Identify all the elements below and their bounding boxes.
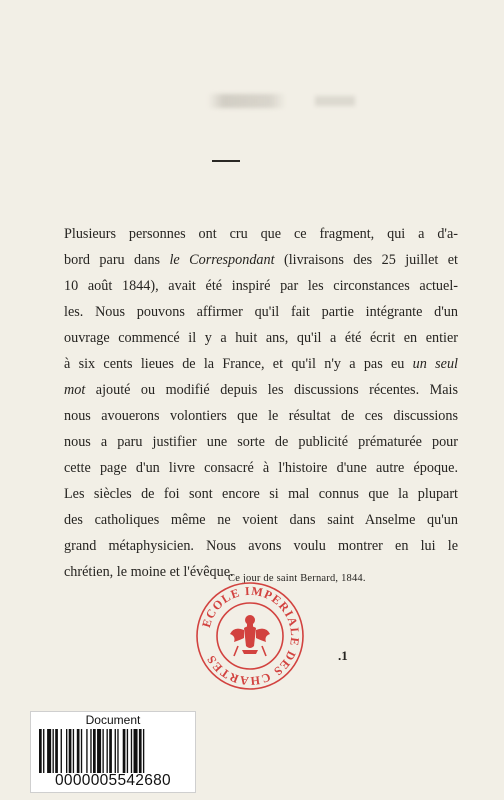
paragraph-line: nous a paru justifier une sorte de publicité prématurée pour	[64, 434, 458, 450]
eagle-emblem	[230, 615, 270, 656]
emphasis-text: mot	[64, 382, 86, 398]
library-barcode-label	[30, 711, 196, 793]
paragraph-line: cette page d'un livre consacré à l'histoire d'une autre époque.	[64, 460, 458, 476]
paragraph-line: les. Nous pouvons affirmer qu'il fait partie intégrante d'un	[64, 304, 458, 320]
barcode-bar	[66, 729, 67, 773]
barcode-bar	[134, 729, 138, 773]
bleed-through-text	[208, 94, 286, 108]
barcode-bar	[117, 729, 118, 773]
emphasis-text: un seul	[412, 356, 458, 372]
paragraph-line: bord paru dans le Correspondant (livraisons des 25 juillet et	[64, 252, 458, 268]
barcode-bar	[73, 729, 74, 773]
library-stamp	[194, 580, 306, 692]
preface-paragraph	[64, 221, 458, 585]
paragraph-line: grand métaphysicien. Nous avons voulu montrer en lui le	[64, 538, 458, 554]
barcode-bar	[39, 729, 42, 773]
paragraph-line: 10 août 1844), avait été inspiré par les circonstances actuel-	[64, 278, 458, 294]
barcode-bar	[93, 729, 96, 773]
barcode-bar	[53, 729, 54, 773]
paragraph-line: mot ajouté ou modifié depuis les discussions récentes. Mais	[64, 382, 458, 398]
paragraph-line: Les siècles de foi sont encore si mal connus que la plupart	[64, 486, 458, 502]
barcode-bar	[90, 729, 91, 773]
paragraph-line: Plusieurs personnes ont cru que ce fragment, qui a d'a-	[64, 226, 458, 242]
section-rule	[212, 160, 240, 162]
paragraph-line: à six cents lieues de la France, et qu'il n'y a pas eu un seul	[64, 356, 458, 372]
barcode-bar	[127, 729, 128, 773]
page-number: .1	[338, 648, 348, 663]
svg-text:ECOLE IMPERIALE DES CHARTES: ECOLE IMPERIALE DES CHARTES	[198, 583, 303, 689]
barcode-bar	[123, 729, 126, 773]
paragraph-line: des catholiques même ne voient dans saint Anselme qu'un	[64, 512, 458, 528]
barcode-bar	[115, 729, 116, 773]
date-line: Ce jour de saint Bernard, 1844.	[228, 573, 366, 584]
barcode-bar	[61, 729, 62, 773]
barcode-bar	[131, 729, 132, 773]
barcode-bar	[109, 729, 112, 773]
barcode-bar	[97, 729, 101, 773]
barcode-bar	[43, 729, 44, 773]
journal-title: le Correspondant	[169, 252, 275, 268]
barcode	[37, 729, 189, 773]
bleed-through-text	[315, 96, 355, 106]
barcode-bar	[102, 729, 103, 773]
paragraph-line: chrétien, le moine et l'évêque.	[64, 564, 234, 580]
barcode-bar	[107, 729, 108, 773]
barcode-bar	[143, 729, 144, 773]
barcode-bar	[139, 729, 142, 773]
label-title: Document	[85, 713, 141, 727]
barcode-bar	[55, 729, 58, 773]
barcode-bar	[77, 729, 80, 773]
barcode-bar	[86, 729, 87, 773]
barcode-bar	[81, 729, 82, 773]
barcode-bar	[47, 729, 51, 773]
barcode-bar	[69, 729, 72, 773]
paragraph-line: nous avouerons volontiers que le résultat de ces discussions	[64, 408, 458, 424]
paragraph-line: ouvrage commencé il y a huit ans, qu'il a été écrit en entier	[64, 330, 458, 346]
barcode-number: 0000005542680	[55, 772, 171, 789]
